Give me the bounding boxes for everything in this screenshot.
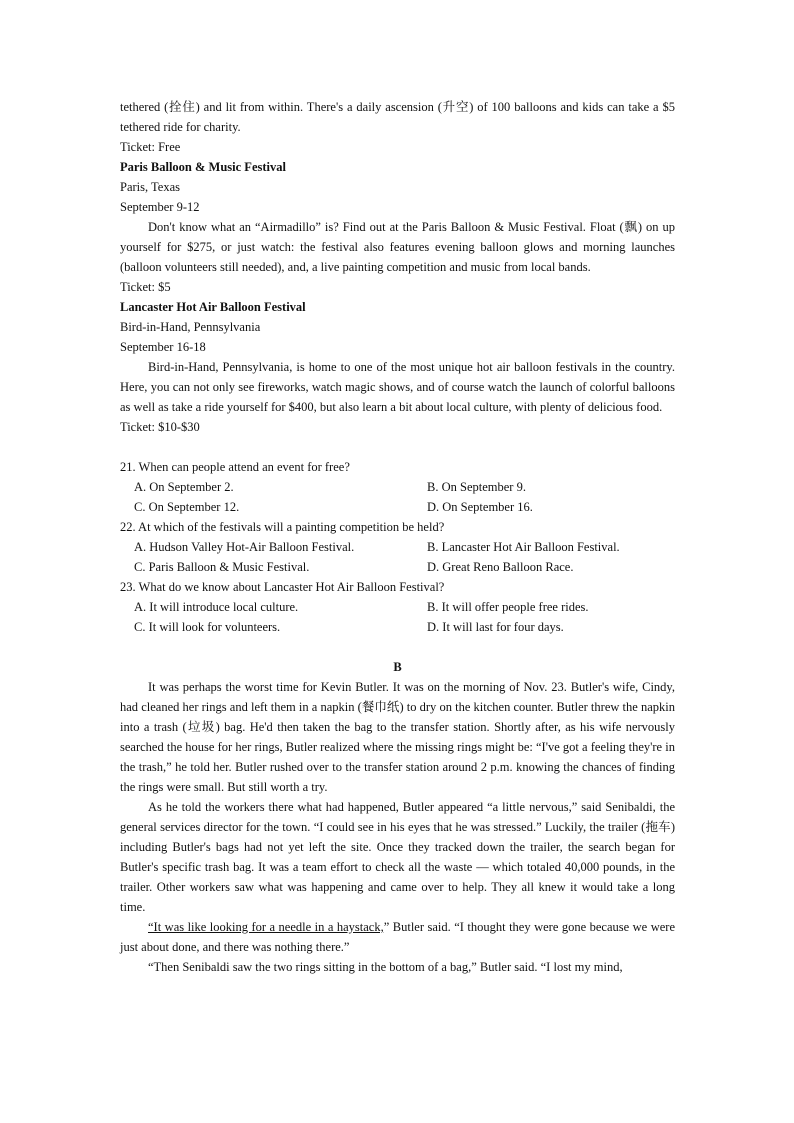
underlined-quote: “It was like looking for a needle in a haystack,	[148, 920, 384, 934]
option-c: C. Paris Balloon & Music Festival.	[134, 560, 310, 574]
answer-options	[120, 537, 675, 577]
option-a: A. On September 2.	[134, 480, 234, 494]
answer-options	[120, 477, 675, 517]
question-stem: 23. What do we know about Lancaster Hot Air Balloon Festival?	[120, 580, 445, 594]
passage-paragraph: “Then Senibaldi saw the two rings sitting in the bottom of a bag,” Butler said. “I lost my mind,	[148, 960, 623, 974]
option-a: A. It will introduce local culture.	[134, 600, 299, 614]
festival-title: Paris Balloon & Music Festival	[120, 160, 286, 174]
ticket-free: Ticket: Free	[120, 140, 181, 154]
answer-options	[120, 597, 675, 637]
option-b: B. Lancaster Hot Air Balloon Festival.	[427, 540, 620, 554]
question-21	[120, 457, 675, 517]
section-heading: B	[393, 660, 402, 674]
option-b: B. On September 9.	[427, 480, 526, 494]
festival-date: September 16-18	[120, 340, 206, 354]
document-body	[120, 97, 675, 977]
festival-description: Bird-in-Hand, Pennsylvania, is home to one of the most unique hot air balloon festivals in the country. Here, you can not only see fireworks, watch magic shows, and of course watch the launch of colorful balloons as well as take a ride yourself for $400, but also learn a bit about local culture, with plenty of delicious food.	[120, 360, 675, 414]
option-d: D. On September 16.	[427, 500, 533, 514]
question-stem: 22. At which of the festivals will a painting competition be held?	[120, 520, 445, 534]
festival-ticket: Ticket: $5	[120, 280, 171, 294]
festival-ticket: Ticket: $10-$30	[120, 420, 200, 434]
festival-title: Lancaster Hot Air Balloon Festival	[120, 300, 306, 314]
spacer	[120, 437, 675, 457]
question-22	[120, 517, 675, 577]
passage-a-continuation: tethered (拴住) and lit from within. There's a daily ascension (升空) of 100 balloons and kids can take a $5 tethered ride for charity.	[120, 100, 675, 134]
question-23	[120, 577, 675, 637]
option-c: C. On September 12.	[134, 500, 240, 514]
quote-continuation: ” Butler said. “I thought they were gone because we were just about done, and there was nothing there.”	[120, 920, 675, 954]
festival-date: September 9-12	[120, 200, 200, 214]
spacer	[120, 637, 675, 657]
option-c: C. It will look for volunteers.	[134, 620, 281, 634]
question-stem: 21. When can people attend an event for free?	[120, 460, 350, 474]
festival-location: Bird-in-Hand, Pennsylvania	[120, 320, 261, 334]
festival-description: Don't know what an “Airmadillo” is? Find out at the Paris Balloon & Music Festival. Float (飘) on up yourself for $275, or just watch: the festival also features evening balloon glows and morning launches (balloon volunteers still needed), and, a live painting competition and music from local bands.	[120, 220, 675, 274]
festival-location: Paris, Texas	[120, 180, 180, 194]
passage-paragraph: As he told the workers there what had happened, Butler appeared “a little nervous,” said Senibaldi, the general services director for the town. “I could see in his eyes that he was stressed.” Luckily, the trailer (拖车) including Butler's bags had not yet left the site. Once they tracked down the trailer, the search began for Butler's specific trash bag. It was a team effort to check all the waste — which totaled 40,000 pounds, in the trailer. Other workers saw what was happening and came over to help. They all knew it would take a long time.	[120, 800, 675, 914]
option-b: B. It will offer people free rides.	[427, 600, 589, 614]
passage-paragraph: It was perhaps the worst time for Kevin Butler. It was on the morning of Nov. 23. Butler's wife, Cindy, had cleaned her rings and left them in a napkin (餐巾纸) to dry on the kitchen counter. Butler threw the napkin into a trash (垃圾) bag. He'd then taken the bag to the transfer station. Shortly after, as his wife nervously searched the house for her rings, Butler realized where the missing rings might be: “I've got a feeling they're in the trash,” he told her. Butler rushed over to the transfer station around 2 p.m. knowing the chances of finding the rings were small. But still worth a try.	[120, 680, 675, 794]
option-d: D. Great Reno Balloon Race.	[427, 560, 574, 574]
passage-paragraph	[120, 917, 675, 957]
option-d: D. It will last for four days.	[427, 620, 564, 634]
option-a: A. Hudson Valley Hot-Air Balloon Festival.	[134, 540, 355, 554]
